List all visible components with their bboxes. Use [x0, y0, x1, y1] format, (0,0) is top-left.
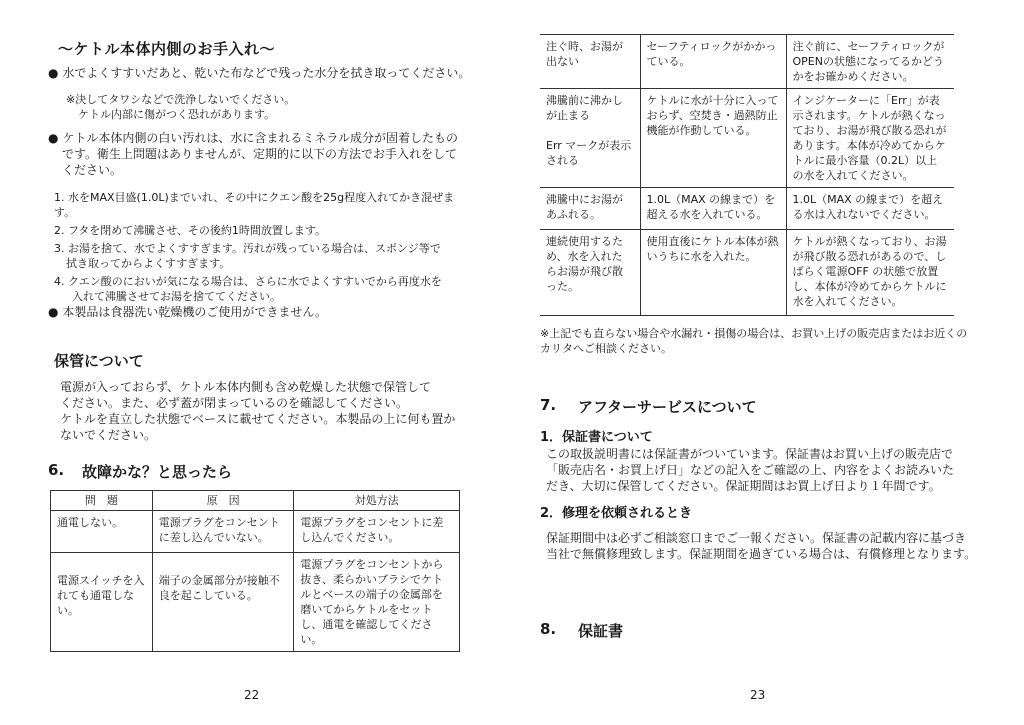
problem-cell: 沸騰中にお湯があふれる。: [540, 188, 640, 230]
table-row: [540, 89, 954, 188]
remedy-cell: 電源プラグをコンセントから抜き、柔らかいブラシでケトルとベースの端子の金属部を磨いてからケトルをセットし、通電を確認してください。: [294, 553, 460, 652]
problem-cell: 注ぐ時、お湯が出ない: [540, 35, 640, 89]
warranty-info-text: [546, 446, 996, 494]
table-row: [540, 230, 954, 316]
table-row: [540, 188, 954, 230]
header-cause: 原 因: [152, 491, 294, 511]
bullet-text: 水でよくすすいだあと、乾いた布などで残った水分を拭き取ってください。: [62, 66, 471, 80]
step-3: 3. お湯を捨て、水でよくすすぎます。汚れが残っている場合は、スポンジ等で: [54, 242, 441, 255]
bullet-text: ケトル本体内側の白い汚れは、水に含まれるミネラル成分が固着したもの: [62, 131, 458, 145]
bullet-text: です。衛生上問題はありませんが、定期的に以下の方法でお手入れをして: [62, 147, 458, 161]
bullet-dot-icon: ●: [48, 131, 59, 145]
caution-line: ※決してタワシなどで洗浄しないでください。: [66, 93, 296, 106]
subsection-1-title: 1．保証書について: [540, 430, 653, 445]
bullet-text: ください。: [62, 163, 123, 177]
bullet-mineral: [48, 130, 468, 178]
info-line: 「販売店名・お買上げ日」などの記入をご確認の上、内容をよくお読みいた: [546, 463, 955, 477]
step-1: 1. 水をMAX目盛(1.0L)までいれ、その中にクエン酸を25g程度入れてかき混ぜます。: [54, 191, 455, 219]
note-line: ※上記でも直らない場合や水漏れ・損傷の場合は、お買い上げの販売店またはお近くの: [540, 327, 968, 340]
remedy-cell: 1.0L（MAX の線まで）を超える水は入れないでください。: [786, 188, 954, 230]
bullet-dot-icon: ●: [48, 305, 59, 319]
cause-cell: 使用直後にケトル本体が熱いうちに水を入れた。: [640, 230, 786, 316]
repair-text: [546, 530, 1006, 562]
troubleshoot-table-2: [540, 34, 954, 316]
storage-line: ください。また、必ず蓋が閉まっているのを確認してください。: [60, 396, 409, 410]
section-8-number: 8.: [540, 620, 557, 638]
storage-line: ケトルを直立した状態でベースに載せてください。本製品の上に何も置か: [60, 412, 456, 426]
remedy-cell: 電源プラグをコンセントに差し込んでください。: [294, 511, 460, 553]
repair-line: 当社で無償修理致します。保証期間を過ぎている場合は、有償修理となります。: [546, 547, 977, 561]
section-6-number: 6.: [48, 461, 65, 479]
cause-cell: セーフティロックがかかっている。: [640, 35, 786, 89]
info-line: だき、大切に保管してください。保証期間はお買上げ日より１年間です。: [546, 479, 941, 493]
care-heading: 〜ケトル本体内側のお手入れ〜: [58, 40, 276, 58]
storage-line: 電源が入っておらず、ケトル本体内側も含め乾燥した状態で保管して: [60, 380, 432, 394]
problem-cell: 連続使用するため、水を入れたらお湯が飛び散った。: [540, 230, 640, 316]
table-row: [540, 35, 954, 89]
table-header-row: [51, 491, 460, 511]
cause-cell: 1.0L（MAX の線まで）を超える水を入れている。: [640, 188, 786, 230]
section-8-heading: 保証書: [578, 622, 624, 640]
remedy-cell: 注ぐ前に、セーフティロックがOPENの状態になってるかどうかをお確かめください。: [786, 35, 954, 89]
remedy-cell: ケトルが熱くなっており、お湯が飛び散る恐れがあるので、しばらく電源OFF の状態で放置し、本体が冷めてからケトルに水を入れてください。: [786, 230, 954, 316]
subsection-2-title: 2．修理を依頼されるとき: [540, 506, 693, 521]
remedy-cell: インジケーターに「Err」が表示されます。ケトルが熱くなっており、お湯が飛び散る恐れがあります。本体が冷めてからケトルに最小容量（0.2L）以上の水を入れてください。: [786, 89, 954, 188]
problem-cell: 電源スイッチを入れても通電しない。: [51, 553, 153, 652]
section-7-number: 7.: [540, 396, 557, 414]
section-6-heading: 故障かな？と思ったら: [82, 463, 233, 481]
right-page: [512, 0, 1024, 725]
header-remedy: 対処方法: [294, 491, 460, 511]
troubleshoot-table-1: [50, 490, 460, 652]
info-line: この取扱説明書には保証書がついています。保証書はお買い上げの販売店で: [546, 447, 954, 461]
problem-cell: 通電しない。: [51, 511, 153, 553]
page-number: 22: [244, 688, 260, 702]
storage-heading: 保管について: [54, 352, 144, 370]
section-7-heading: アフターサービスについて: [578, 398, 757, 416]
table-row: [51, 511, 460, 553]
header-problem: 問 題: [51, 491, 153, 511]
cleaning-steps: [54, 190, 474, 304]
contact-note: [540, 326, 990, 356]
storage-text: [60, 379, 470, 443]
repair-line: 保証期間中は必ずご相談窓口までご一報ください。保証書の記載内容に基づき: [546, 531, 967, 545]
cause-cell: 端子の金属部分が接触不良を起こしている。: [152, 553, 294, 652]
problem-cell: 沸騰前に沸かしが止まる Err マークが表示される: [540, 89, 640, 188]
step-2: 2. フタを閉めて沸騰させ、その後約1時間放置します。: [54, 224, 327, 237]
table-row: [51, 553, 460, 652]
step-4: 4. クエン酸のにおいが気になる場合は、さらに水でよくすすいでから再度水を: [54, 275, 442, 288]
note-line: カリタへご相談ください。: [540, 342, 672, 355]
bullet-dishwasher: [48, 304, 327, 320]
bullet-dot-icon: ●: [48, 66, 59, 80]
caution-note: [66, 92, 295, 122]
step-3-cont: 拭き取ってからよくすすぎます。: [66, 257, 231, 270]
storage-line: ないでください。: [60, 428, 157, 442]
caution-line: ケトル内部に傷がつく恐れがあります。: [78, 108, 276, 121]
bullet-text: 本製品は食器洗い乾燥機のご使用ができません。: [62, 305, 328, 319]
step-4-cont: 入れて沸騰させてお湯を捨ててください。: [72, 290, 281, 303]
cause-cell: 電源プラグをコンセントに差し込んでいない。: [152, 511, 294, 553]
page-number: 23: [750, 688, 766, 702]
cause-cell: ケトルに水が十分に入っておらず、空焚き・過熱防止機能が作動している。: [640, 89, 786, 188]
bullet-rinse: [48, 65, 470, 81]
